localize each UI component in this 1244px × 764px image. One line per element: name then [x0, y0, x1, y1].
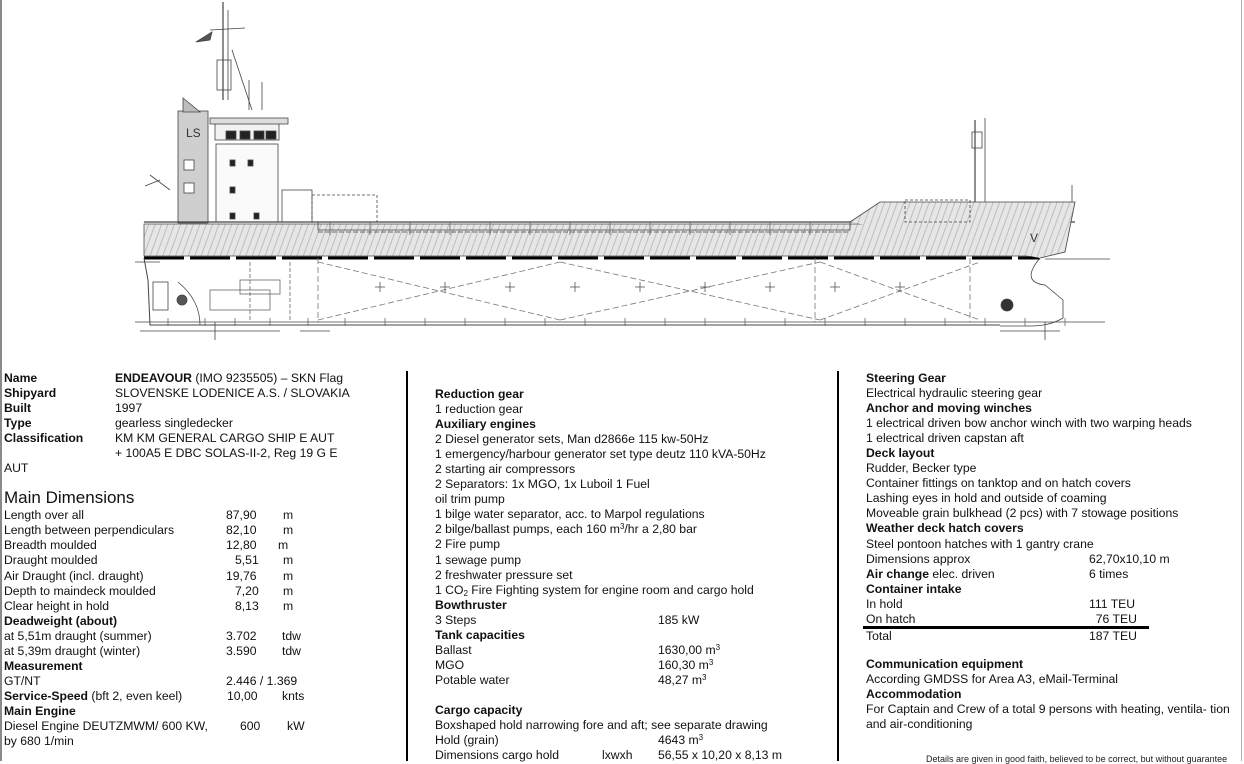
dim-value: 82,10 [226, 523, 257, 538]
hatch-dims-row [866, 552, 1241, 567]
tank-value [658, 643, 720, 658]
measurement-label: GT/NT [4, 673, 41, 688]
spec-label: Shipyard [4, 386, 57, 401]
section-title-measurement: Measurement [4, 658, 83, 673]
container-row [866, 597, 1241, 612]
section-title-deadweight: Deadweight (about) [4, 613, 118, 628]
column-divider-1 [406, 371, 408, 761]
main-engine-label: Diesel Engine DEUTZMWM/ 600 KW, [4, 718, 208, 733]
cargo-dims-label: Dimensions cargo hold [435, 748, 559, 763]
bowthruster-value: 185 kW [658, 612, 700, 627]
container-value: 111 TEU [1089, 596, 1136, 611]
column-divider-2 [837, 371, 839, 761]
dim-unit: m [283, 583, 294, 598]
container-value: 76 TEU [1089, 611, 1137, 626]
dim-unit: m [283, 508, 294, 523]
container-label: On hatch [866, 611, 916, 626]
spacer [866, 644, 1241, 657]
dim-value: 5,51 [235, 553, 259, 568]
bilge-text: 2 bilge/ballast pumps, each 160 m [435, 522, 620, 537]
tank-value-sup: 3 [708, 657, 714, 667]
main-engine-value: 600 [240, 718, 261, 733]
section-title-container-intake: Container intake [866, 581, 962, 596]
dim-row [4, 508, 384, 523]
dim-label: Draught moulded [4, 553, 98, 568]
dim-unit: m [278, 538, 289, 553]
list-item: Rudder, Becker type [866, 461, 977, 476]
deadweight-label: at 5,51m draught (summer) [4, 628, 152, 643]
list-item: Moveable grain bulkhead (2 pcs) with 7 stowage positions [866, 506, 1179, 521]
tank-value-sup: 3 [702, 672, 707, 682]
hatch-dims-label: Dimensions approx [866, 551, 971, 566]
list-item: Container fittings on tanktop and on hatch covers [866, 476, 1131, 491]
tank-label: Ballast [435, 642, 472, 657]
container-total-label: Total [866, 628, 892, 643]
dim-row [4, 523, 384, 538]
bilge-sup: 3 [619, 522, 625, 532]
cargo-hold-value [658, 733, 703, 748]
spec-row-classification-cont [4, 446, 384, 461]
section-title-accommodation: Accommodation [866, 686, 962, 701]
measurement-row [4, 674, 384, 689]
dim-label: Length over all [4, 508, 84, 523]
page-border-right [1241, 0, 1242, 761]
main-engine-unit: kW [287, 718, 305, 733]
list-item: 1 sewage pump [435, 552, 522, 567]
list-item: Electrical hydraulic steering gear [866, 386, 1043, 401]
co2-text: 1 CO [435, 582, 464, 597]
dim-label: Depth to maindeck moulded [4, 583, 156, 598]
bowthruster-label: 3 Steps [435, 612, 477, 627]
spec-value: gearless singledecker [115, 416, 233, 431]
tank-value [658, 673, 707, 688]
tank-row [435, 658, 825, 673]
dim-value: 8,13 [235, 598, 259, 613]
cargo-hold-label: Hold (grain) [435, 733, 499, 748]
deadweight-unit: tdw [282, 643, 301, 658]
air-change-label-note: elec. driven [929, 566, 995, 581]
tank-label: Potable water [435, 672, 510, 687]
section-title-anchor-winches: Anchor and moving winches [866, 401, 1032, 416]
list-item: 2 freshwater pressure set [435, 567, 573, 582]
tank-value-number: 1630,00 m [658, 642, 716, 657]
dim-row [4, 553, 384, 568]
container-row [866, 612, 1241, 627]
main-dimensions-table [4, 508, 384, 613]
spec-value [115, 371, 343, 386]
service-speed-label [4, 689, 182, 704]
dim-label: Air Draught (incl. draught) [4, 568, 144, 583]
list-item: 2 Fire pump [435, 537, 501, 552]
list-item: 1 reduction gear [435, 402, 524, 417]
main-engine-row-2 [4, 734, 384, 749]
deadweight-value: 3.702 [226, 628, 257, 643]
deadweight-label: at 5,39m draught (winter) [4, 643, 141, 658]
page-border-left [0, 0, 2, 761]
dim-label: Clear height in hold [4, 598, 110, 613]
main-engine-row [4, 719, 384, 734]
list-item: 2 starting air compressors [435, 462, 576, 477]
dim-row [4, 569, 384, 584]
spacer [435, 688, 825, 703]
service-speed-label-note: (bft 2, even keel) [88, 688, 183, 703]
svg-text:V: V [1030, 231, 1039, 245]
specs-column-machinery [435, 387, 825, 763]
dim-label: Breadth moulded [4, 538, 97, 553]
section-title-deck-layout: Deck layout [866, 446, 935, 461]
container-total-value: 187 TEU [1089, 628, 1137, 643]
specs-column-equipment [866, 371, 1241, 732]
spec-label: Built [4, 401, 32, 416]
tank-value-number: 160,30 m [658, 657, 709, 672]
section-title-tank-capacities: Tank capacities [435, 627, 525, 642]
spec-row-type [4, 416, 384, 431]
dim-value: 12,80 [226, 538, 257, 553]
bilge-text-post: /hr a 2,80 bar [624, 522, 697, 537]
deadweight-row [4, 629, 384, 644]
cargo-dims-axes: lxwxh [602, 748, 633, 763]
dim-unit: m [283, 568, 294, 583]
service-speed-unit: knts [282, 688, 305, 703]
section-title-communication: Communication equipment [866, 656, 1024, 671]
container-total-row [866, 629, 1241, 644]
tank-value [658, 658, 713, 673]
tank-value-number: 48,27 m [658, 672, 703, 687]
bowthruster-row [435, 613, 825, 628]
list-item: 2 Diesel generator sets, Man d2866e 115 kw-50Hz [435, 432, 709, 447]
tank-row [435, 673, 825, 688]
deadweight-value: 3.590 [226, 643, 257, 658]
spec-row-classification-overflow [4, 461, 384, 476]
co2-sub: 2 [463, 588, 468, 598]
spec-value: 1997 [115, 401, 143, 416]
section-title-bowthruster: Bowthruster [435, 597, 507, 612]
service-speed-label-bold: Service-Speed [4, 688, 89, 703]
dim-unit: m [283, 553, 294, 568]
list-item: oil trim pump [435, 492, 505, 507]
dim-value: 7,20 [235, 583, 259, 598]
list-item: For Captain and Crew of a total 9 persons with heating, ventila- tion [866, 701, 1230, 716]
list-item-co2 [435, 583, 825, 598]
service-speed-row [4, 689, 384, 704]
air-change-label [866, 567, 995, 582]
list-item: 1 bilge water separator, acc. to Marpol regulations [435, 507, 705, 522]
cargo-hold-number: 4643 m [658, 733, 699, 748]
cargo-description: Boxshaped hold narrowing fore and aft; see separate drawing [435, 718, 768, 733]
vessel-name-suffix: (IMO 9235505) – SKN Flag [191, 371, 344, 385]
tank-label: MGO [435, 657, 465, 672]
cargo-hold-sup: 3 [698, 733, 704, 743]
spec-value: SLOVENSKE LODENICE A.S. / SLOVAKIA [115, 386, 350, 401]
co2-text-post: Fire Fighting system for engine room and cargo hold [467, 582, 754, 597]
deadweight-row [4, 644, 384, 659]
section-title-auxiliary-engines: Auxiliary engines [435, 417, 536, 432]
list-item: 2 Separators: 1x MGO, 1x Luboil 1 Fuel [435, 477, 650, 492]
dim-value: 87,90 [226, 508, 257, 523]
section-title-steering-gear: Steering Gear [866, 371, 946, 385]
list-item-bilge-pumps [435, 522, 825, 537]
spec-value: + 100A5 E DBC SOLAS-II-2, Reg 19 G E [115, 446, 338, 461]
dim-row [4, 599, 384, 614]
section-title-cargo-capacity: Cargo capacity [435, 702, 523, 717]
list-item: 1 emergency/harbour generator set type deutz 110 kVA-50Hz [435, 447, 766, 462]
spec-label: Name [4, 371, 38, 385]
tank-value-sup: 3 [715, 642, 721, 652]
spec-label: Classification [4, 431, 84, 446]
main-engine-rpm: by 680 1/min [4, 734, 74, 749]
section-title-hatch-covers: Weather deck hatch covers [866, 521, 1024, 536]
disclaimer-footnote: Details are given in good faith, believed to be correct, but without guarantee [926, 754, 1228, 764]
deadweight-unit: tdw [282, 628, 301, 643]
spec-row-shipyard [4, 386, 384, 401]
dim-unit: m [283, 598, 294, 613]
list-item: According GMDSS for Area A3, eMail-Terminal [866, 671, 1118, 686]
svg-text:LS: LS [186, 126, 201, 140]
service-speed-value: 10,00 [227, 688, 258, 703]
section-title-main-dimensions: Main Dimensions [4, 488, 135, 508]
container-label: In hold [866, 596, 903, 611]
cargo-dims-value: 56,55 x 10,20 x 8,13 m [658, 748, 782, 763]
section-title-main-engine: Main Engine [4, 703, 76, 718]
tank-row [435, 643, 825, 658]
dim-label: Length between perpendiculars [4, 523, 175, 538]
spec-row-classification [4, 431, 384, 446]
dim-unit: m [283, 523, 294, 538]
hatch-dims-value: 62,70x10,10 m [1089, 551, 1170, 566]
air-change-label-bold: Air change [866, 566, 929, 581]
vessel-name: ENDEAVOUR [115, 371, 192, 385]
spec-row-built [4, 401, 384, 416]
list-item: 1 electrical driven capstan aft [866, 431, 1024, 446]
spec-label: Type [4, 416, 32, 431]
section-title-reduction-gear: Reduction gear [435, 387, 524, 401]
spec-row-name [4, 371, 384, 386]
list-item: Steel pontoon hatches with 1 gantry crane [866, 536, 1094, 551]
specs-column-general [4, 371, 384, 749]
dim-row [4, 538, 384, 553]
list-item: Lashing eyes in hold and outside of coaming [866, 491, 1107, 506]
list-item: and air-conditioning [866, 717, 973, 732]
measurement-value: 2.446 / 1.369 [226, 673, 298, 688]
list-item: 1 electrical driven bow anchor winch with two warping heads [866, 416, 1192, 431]
dim-value: 19,76 [226, 568, 257, 583]
cargo-hold-row [435, 733, 825, 748]
spec-value: KM KM GENERAL CARGO SHIP E AUT [115, 431, 335, 446]
dim-row [4, 584, 384, 599]
spec-value: AUT [4, 461, 29, 476]
air-change-value: 6 times [1089, 566, 1129, 581]
air-change-row [866, 567, 1241, 582]
ship-general-arrangement-drawing [130, 0, 1120, 350]
